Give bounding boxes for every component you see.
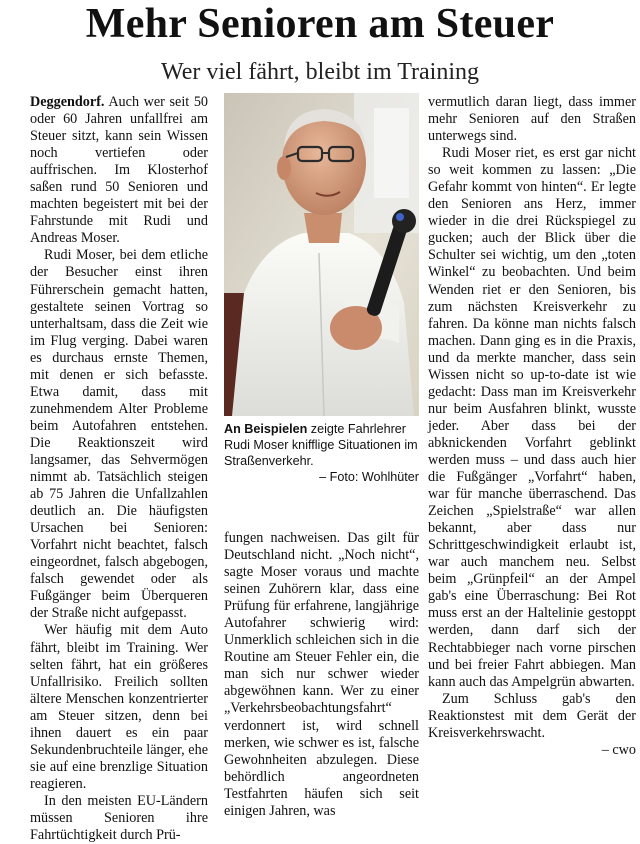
photo-credit: – Foto: Wohlhüter xyxy=(319,470,419,484)
article-paragraph xyxy=(30,94,208,247)
article-paragraph: vermutlich daran liegt, dass immer mehr Senioren auf den Straßen unterwegs sind. xyxy=(428,94,636,145)
article-paragraph: Zum Schluss gab's den Reaktionstest mit dem Gerät der Kreisverkehrswacht. xyxy=(428,690,636,741)
article-paragraph: fungen nachweisen. Das gilt für Deutschland nicht. „Noch nicht“, sagte Moser voraus und machte seinen Zuhörern klar, dass eine Prüfung für erfahrene, langjährige Autofahrer schwierig wird: Unmerklich schleichen sich in die Routine am Steuer Fehler ein, die man sich nur schwer wieder abgewöhnen kann. Wer zu einer „Verkehrsbeobachtungsfahrt“ verdonnert ist, wird schnell merken, wie schwer es ist, falsche Gewohnheiten abzulegen. Diese behördlich angeordneten Testfahrten häufen sich seit einigen Jahren, was xyxy=(224,530,419,819)
headline: Mehr Senioren am Steuer xyxy=(85,1,555,47)
article-paragraph: In den meisten EU-Ländern müssen Senioren ihre Fahrtüchtigkeit durch Prü- xyxy=(30,792,208,844)
article-column-1 xyxy=(30,94,208,844)
article-photo xyxy=(224,93,419,416)
subheadline: Wer viel fährt, bleibt im Training xyxy=(160,59,480,85)
photo-caption xyxy=(224,421,419,485)
article-paragraph: Rudi Moser, bei dem etliche der Besucher einst ihren Führerschein gemacht hatten, gestaltete seinen Vortrag so unterhaltsam, dass die Zeit wie im Flug verging. Dabei waren es durchaus ernste Themen, mit denen er sich befasste. Etwa damit, dass mit zunehmendem Alter Probleme beim Autofahren entstehen. Die Reaktionszeit wird langsamer, das Sehvermögen nimmt ab. Tatsächlich steigen ab 75 Jahren die Unfallzahlen deutlich an. Die häufigsten Ursachen bei Senioren: Vorfahrt nicht beachtet, falsch eingeordnet, falsch abgebogen, falsch gewendet oder als Fußgänger beim Überqueren der Straße nicht aufgepasst. xyxy=(30,247,208,622)
caption-lead: An Beispielen xyxy=(224,422,308,436)
paragraph-text: Auch wer seit 50 oder 60 Jahren unfallfrei am Steuer sitzt, kann sein Wissen noch vertiefen oder auffrischen. Im Klosterhof saßen rund 50 Senioren und machten begeistert mit bei der Fahrstunde mit Rudi und Andreas Moser. xyxy=(30,94,209,247)
article-paragraph: Rudi Moser riet, es erst gar nicht so weit kommen zu lassen: „Die Gefahr kommt von hinten“. Er legte den Senioren ans Herz, immer wieder in die drei Rückspiegel zu gucken; auch der Blick über die Schulter sei wichtig, um den „toten Winkel“ zu beobachten. Und beim Wenden riet er den Senioren, bis zum nächsten Kreisverkehr zu fahren. Da könne man nichts falsch machen. Dann ging es in die Praxis, und da merkte mancher, dass sein Wissen nicht so up-to-date ist wie gedacht: Dass man im Kreisverkehr nur beim Ausfahren blinkt, wusste jeder. Aber dass bei der abknickenden Vorfahrt geblinkt werden muss – und dass auch hier die Fußgänger „Vorfahrt“ haben, war für manche überraschend. Das Zeichen „Spielstraße“ war allen bekannt, aber dass nur Schrittgeschwindigkeit erlaubt ist, war auch manchem neu. Selbst beim „Grünpfeil“ an der Ampel gab's eine Überraschung: Bei Rot muss erst an der Haltelinie gestoppt werden, dann darf sich der Rechtabbieger nach vorne pirschen und bei freier Fahrt abbiegen. Man kann auch das Ampelgrün abwarten. xyxy=(428,145,636,690)
article-paragraph: Wer häufig mit dem Auto fährt, bleibt im Training. Wer selten fährt, hat ein größeres Unfallrisiko. Freilich sollten ältere Menschen konzentrierter am Steuer sitzen, denn bei ihnen dauert es ein paar Sekundenbruchteile länger, ehe sie auf eine brenzlige Situation reagieren. xyxy=(30,622,208,792)
author-signature: – cwo xyxy=(601,741,636,758)
speaker-photo-illustration xyxy=(224,93,419,416)
article-column-2 xyxy=(224,530,419,820)
article-column-3 xyxy=(428,94,636,759)
caption-text: zeigte Fahrlehrer Rudi Moser knifflige Situationen im Straßenverkehr. xyxy=(224,422,418,468)
dateline: Deggendorf. xyxy=(30,94,105,110)
